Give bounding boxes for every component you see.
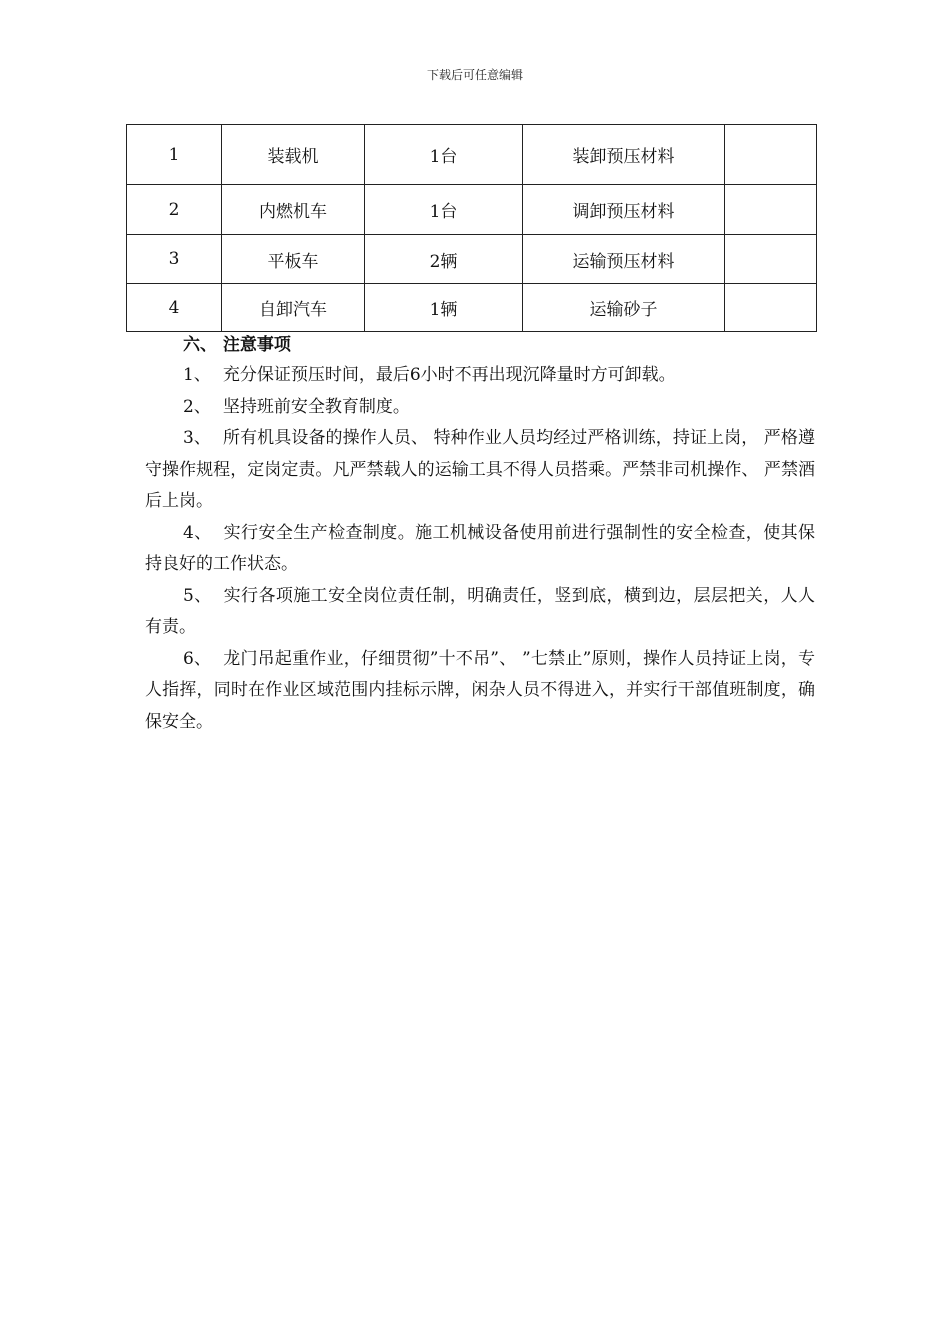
equipment-quantity: 1台: [365, 125, 523, 185]
item-text: 坚持班前安全教育制度。: [222, 396, 410, 417]
item-text: 所有机具设备的操作人员、 特种作业人员均经过严格训练，持证上岗， 严格遵守操作规程，定岗定责。凡严禁载人的运输工具不得人员搭乘。严禁非司机操作、 严禁酒后上岗。: [145, 428, 815, 511]
equipment-use: 运输砂子: [523, 284, 725, 332]
equipment-use: 调卸预压材料: [523, 185, 725, 235]
equipment-remark: [725, 125, 817, 185]
row-number: 2: [127, 185, 222, 235]
item-number: 6、: [183, 648, 212, 669]
equipment-table: [126, 124, 817, 332]
table-row: [127, 235, 817, 284]
precaution-item: [145, 392, 815, 424]
equipment-remark: [725, 235, 817, 284]
equipment-name: 内燃机车: [222, 185, 365, 235]
precaution-item: [145, 423, 815, 518]
row-number: 4: [127, 284, 222, 332]
precaution-item: [145, 581, 815, 644]
precautions-list: [145, 360, 815, 738]
item-number: 3、: [183, 428, 211, 448]
item-text: 实行安全生产检查制度。施工机械设备使用前进行强制性的安全检查，使其保持良好的工作状态。: [145, 522, 816, 574]
precaution-item: [145, 518, 815, 581]
item-number: 2、: [183, 396, 211, 417]
item-text: 实行各项施工安全岗位责任制，明确责任，竖到底，横到边，层层把关，人人有责。: [145, 585, 816, 637]
equipment-remark: [725, 284, 817, 332]
equipment-quantity: 1台: [365, 185, 523, 235]
precaution-item: [145, 360, 815, 392]
equipment-name: 装载机: [222, 125, 365, 185]
section-title: 六、 注意事项: [183, 335, 291, 355]
equipment-use: 装卸预压材料: [523, 125, 725, 185]
download-note: 下载后可任意编辑: [426, 68, 523, 82]
item-number: 4、: [183, 522, 212, 543]
equipment-use: 运输预压材料: [523, 235, 725, 284]
equipment-quantity: 2辆: [365, 235, 523, 284]
item-text: 充分保证预压时间，最后6小时不再出现沉降量时方可卸载。: [222, 365, 676, 385]
row-number: 1: [127, 125, 222, 185]
item-number: 5、: [183, 585, 212, 606]
equipment-name: 平板车: [222, 235, 365, 284]
row-number: 3: [127, 235, 222, 284]
equipment-name: 自卸汽车: [222, 284, 365, 332]
table-row: [127, 125, 817, 185]
item-text: 龙门吊起重作业，仔细贯彻”十不吊”、 ”七禁止”原则，操作人员持证上岗，专人指挥，同时在作业区域范围内挂标示牌，闲杂人员不得进入，并实行干部值班制度，确保安全。: [145, 648, 815, 732]
table-row: [127, 284, 817, 332]
equipment-remark: [725, 185, 817, 235]
table-row: [127, 185, 817, 235]
precaution-item: [145, 644, 815, 739]
item-number: 1、: [183, 365, 211, 385]
equipment-quantity: 1辆: [365, 284, 523, 332]
